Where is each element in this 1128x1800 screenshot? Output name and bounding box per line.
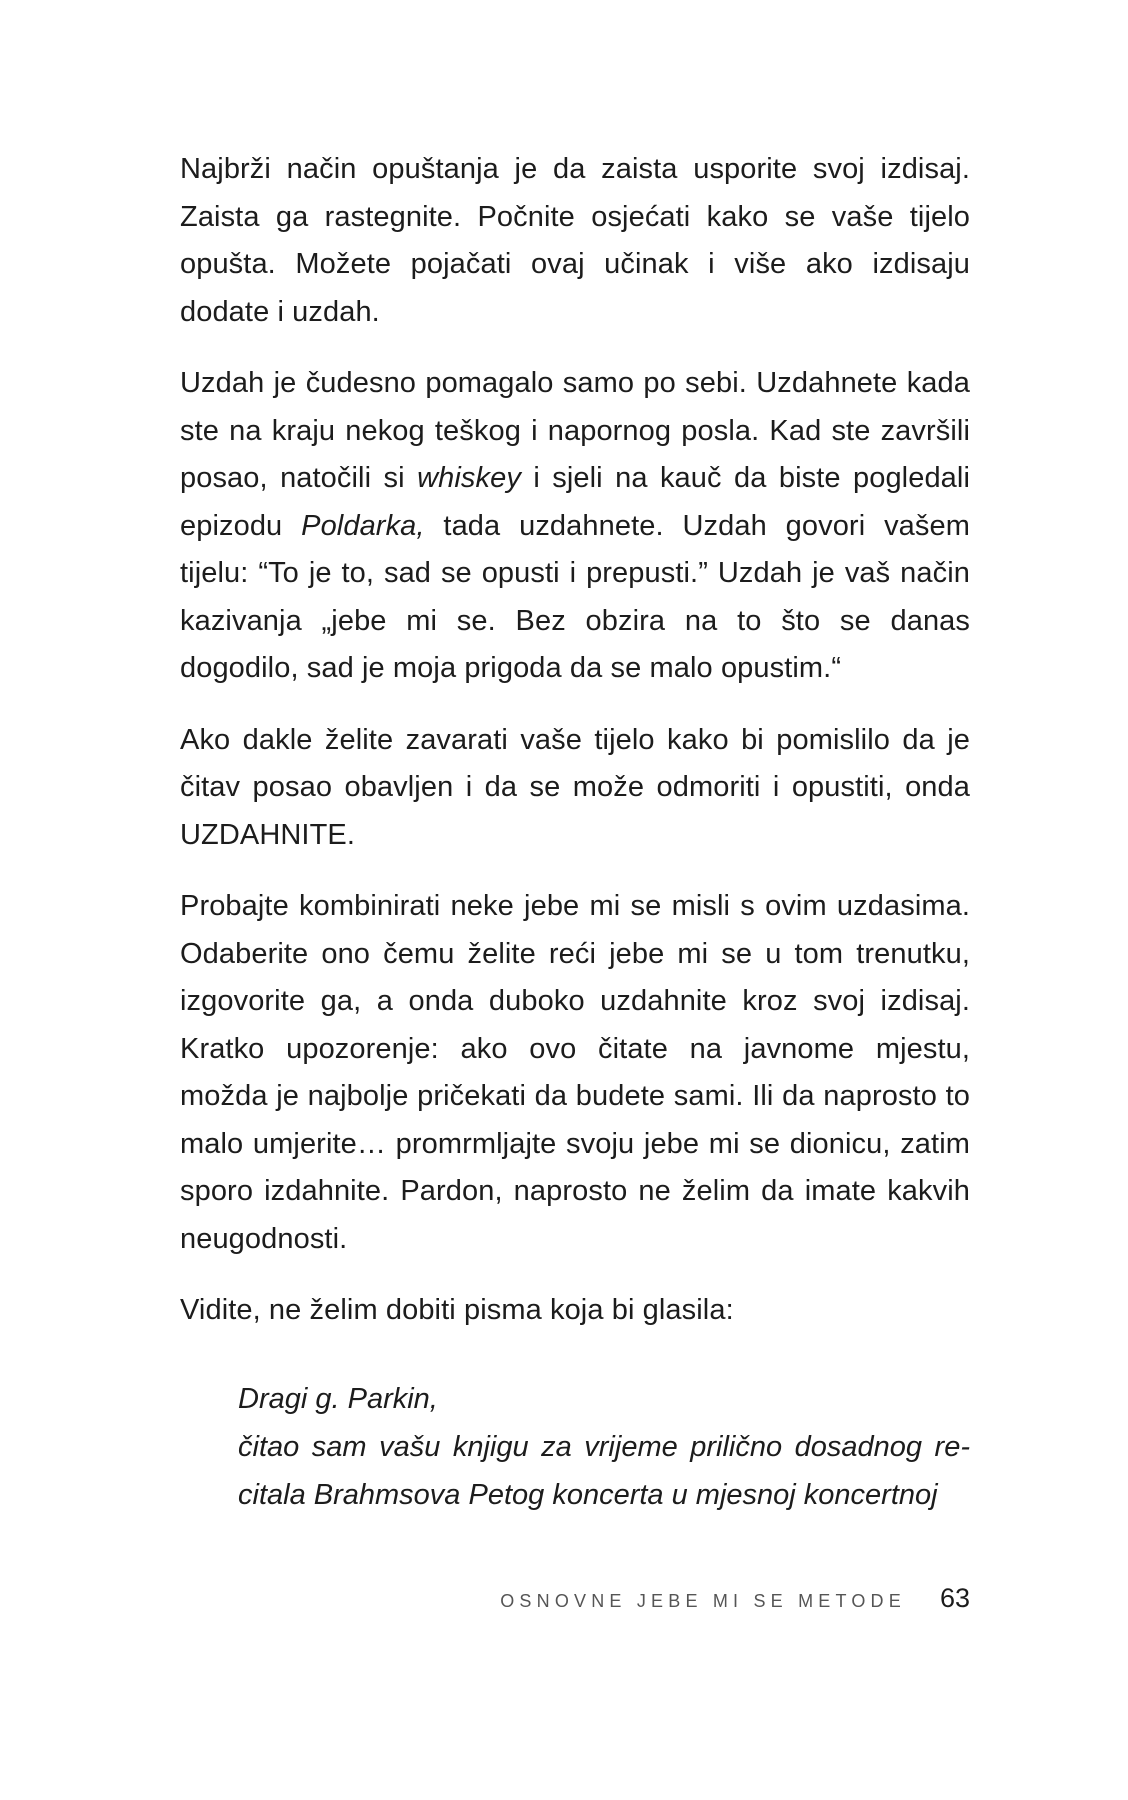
page-body (180, 146, 970, 1519)
page-footer (180, 1583, 970, 1614)
paragraph-2-italic-whiskey: whiskey (417, 462, 521, 494)
letter-quote (238, 1375, 970, 1519)
paragraph-5: Vidite, ne želim dobiti pisma koja bi glasila: (180, 1294, 734, 1326)
paragraph-2-text-c: tada uzdahnete. Uzdah govori vašem tijelu: “To je to, sad se opusti i prepusti.” Uzdah je vaš način kazivanja „jebe mi se. Bez obzira na to što se danas dogodilo, sad je moja prigoda da se malo opustim.“ (180, 509, 970, 684)
paragraph-3: Ako dakle želite zavarati vaše tijelo kako bi pomislilo da je čitav posao obavljen i da se može odmoriti i opustiti, onda UZDAHNITE. (180, 723, 970, 851)
paragraph-4: Probajte kombinirati neke jebe mi se misli s ovim uzdasima. Odaberite ono čemu želite reći jebe mi se u tom trenutku, izgovorite ga, a onda duboko uzdahnite kroz svoj izdisaj. Kratko upozorenje: ako ovo čitate na javnome mjestu, možda je najbolje pričekati da budete sami. Ili da naprosto to malo umjerite… promrmljajte svoju jebe mi se dionicu, zatim sporo izdahnite. Pardon, naprosto ne želim da imate kakvih neugodnosti. (180, 890, 970, 1255)
running-head: OSNOVNE JEBE MI SE METODE (500, 1591, 906, 1611)
paragraph-2 (180, 360, 970, 693)
letter-body: čitao sam vašu knjigu za vrijeme prilično dosadnog recitala Brahmsova Petog koncerta u mjesnoj koncertnoj (238, 1430, 970, 1511)
paragraph-2-italic-poldarka: Poldarka, (301, 509, 425, 542)
page-number: 63 (939, 1583, 970, 1613)
paragraph-2-text-a: Uzdah je čudesno pomagalo samo po sebi. Uzdahnete kada ste na kraju nekog teškog i napornog posla. Kad ste završili posao, natočili si (180, 367, 970, 494)
paragraph-1: Najbrži način opuštanja je da zaista usporite svoj izdisaj. Zaista ga rastegnite. Počnite osjećati kako se vaše tijelo opušta. Možete pojačati ovaj učinak i više ako izdisaju dodate i uzdah. (180, 153, 970, 328)
paragraph-2-text-b: i sjeli na kauč da biste pogledali epizodu (180, 462, 970, 542)
letter-salutation: Dragi g. Parkin, (238, 1382, 438, 1415)
